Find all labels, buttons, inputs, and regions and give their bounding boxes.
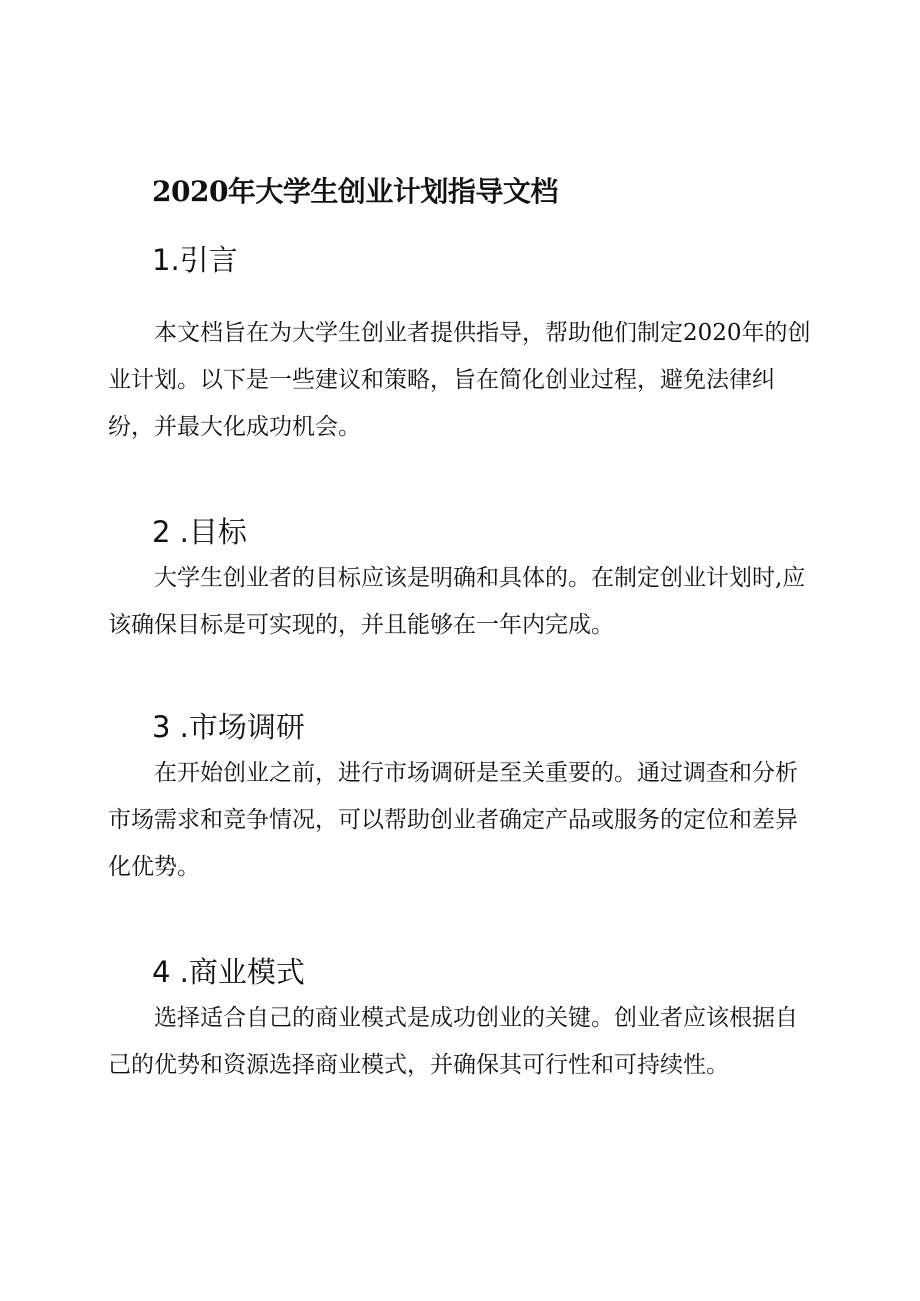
section-heading-goals: 2 .目标 [152, 515, 247, 549]
section-body-introduction: 本文档旨在为大学生创业者提供指导，帮助他们制定2020年的创业计划。以下是一些建议和策略，旨在简化创业过程，避免法律纠纷，并最大化成功机会。 [108, 320, 811, 440]
section-heading-business-model: 4 .商业模式 [152, 955, 305, 989]
document-title: 2020年大学生创业计划指导文档 [152, 175, 558, 208]
section-body-goals: 大学生创业者的目标应该是明确和具体的。在制定创业计划时,应该确保目标是可实现的，并且能够在一年内完成。 [108, 565, 806, 638]
section-body-business-model: 选择适合自己的商业模式是成功创业的关键。创业者应该根据自己的优势和资源选择商业模式，并确保其可行性和可持续性。 [108, 1005, 798, 1078]
section-heading-market-research: 3 .市场调研 [152, 710, 305, 744]
section-heading-introduction: 1.引言 [152, 243, 238, 277]
section-body-market-research: 在开始创业之前，进行市场调研是至关重要的。通过调查和分析市场需求和竞争情况，可以帮助创业者确定产品或服务的定位和差异化优势。 [108, 760, 798, 880]
